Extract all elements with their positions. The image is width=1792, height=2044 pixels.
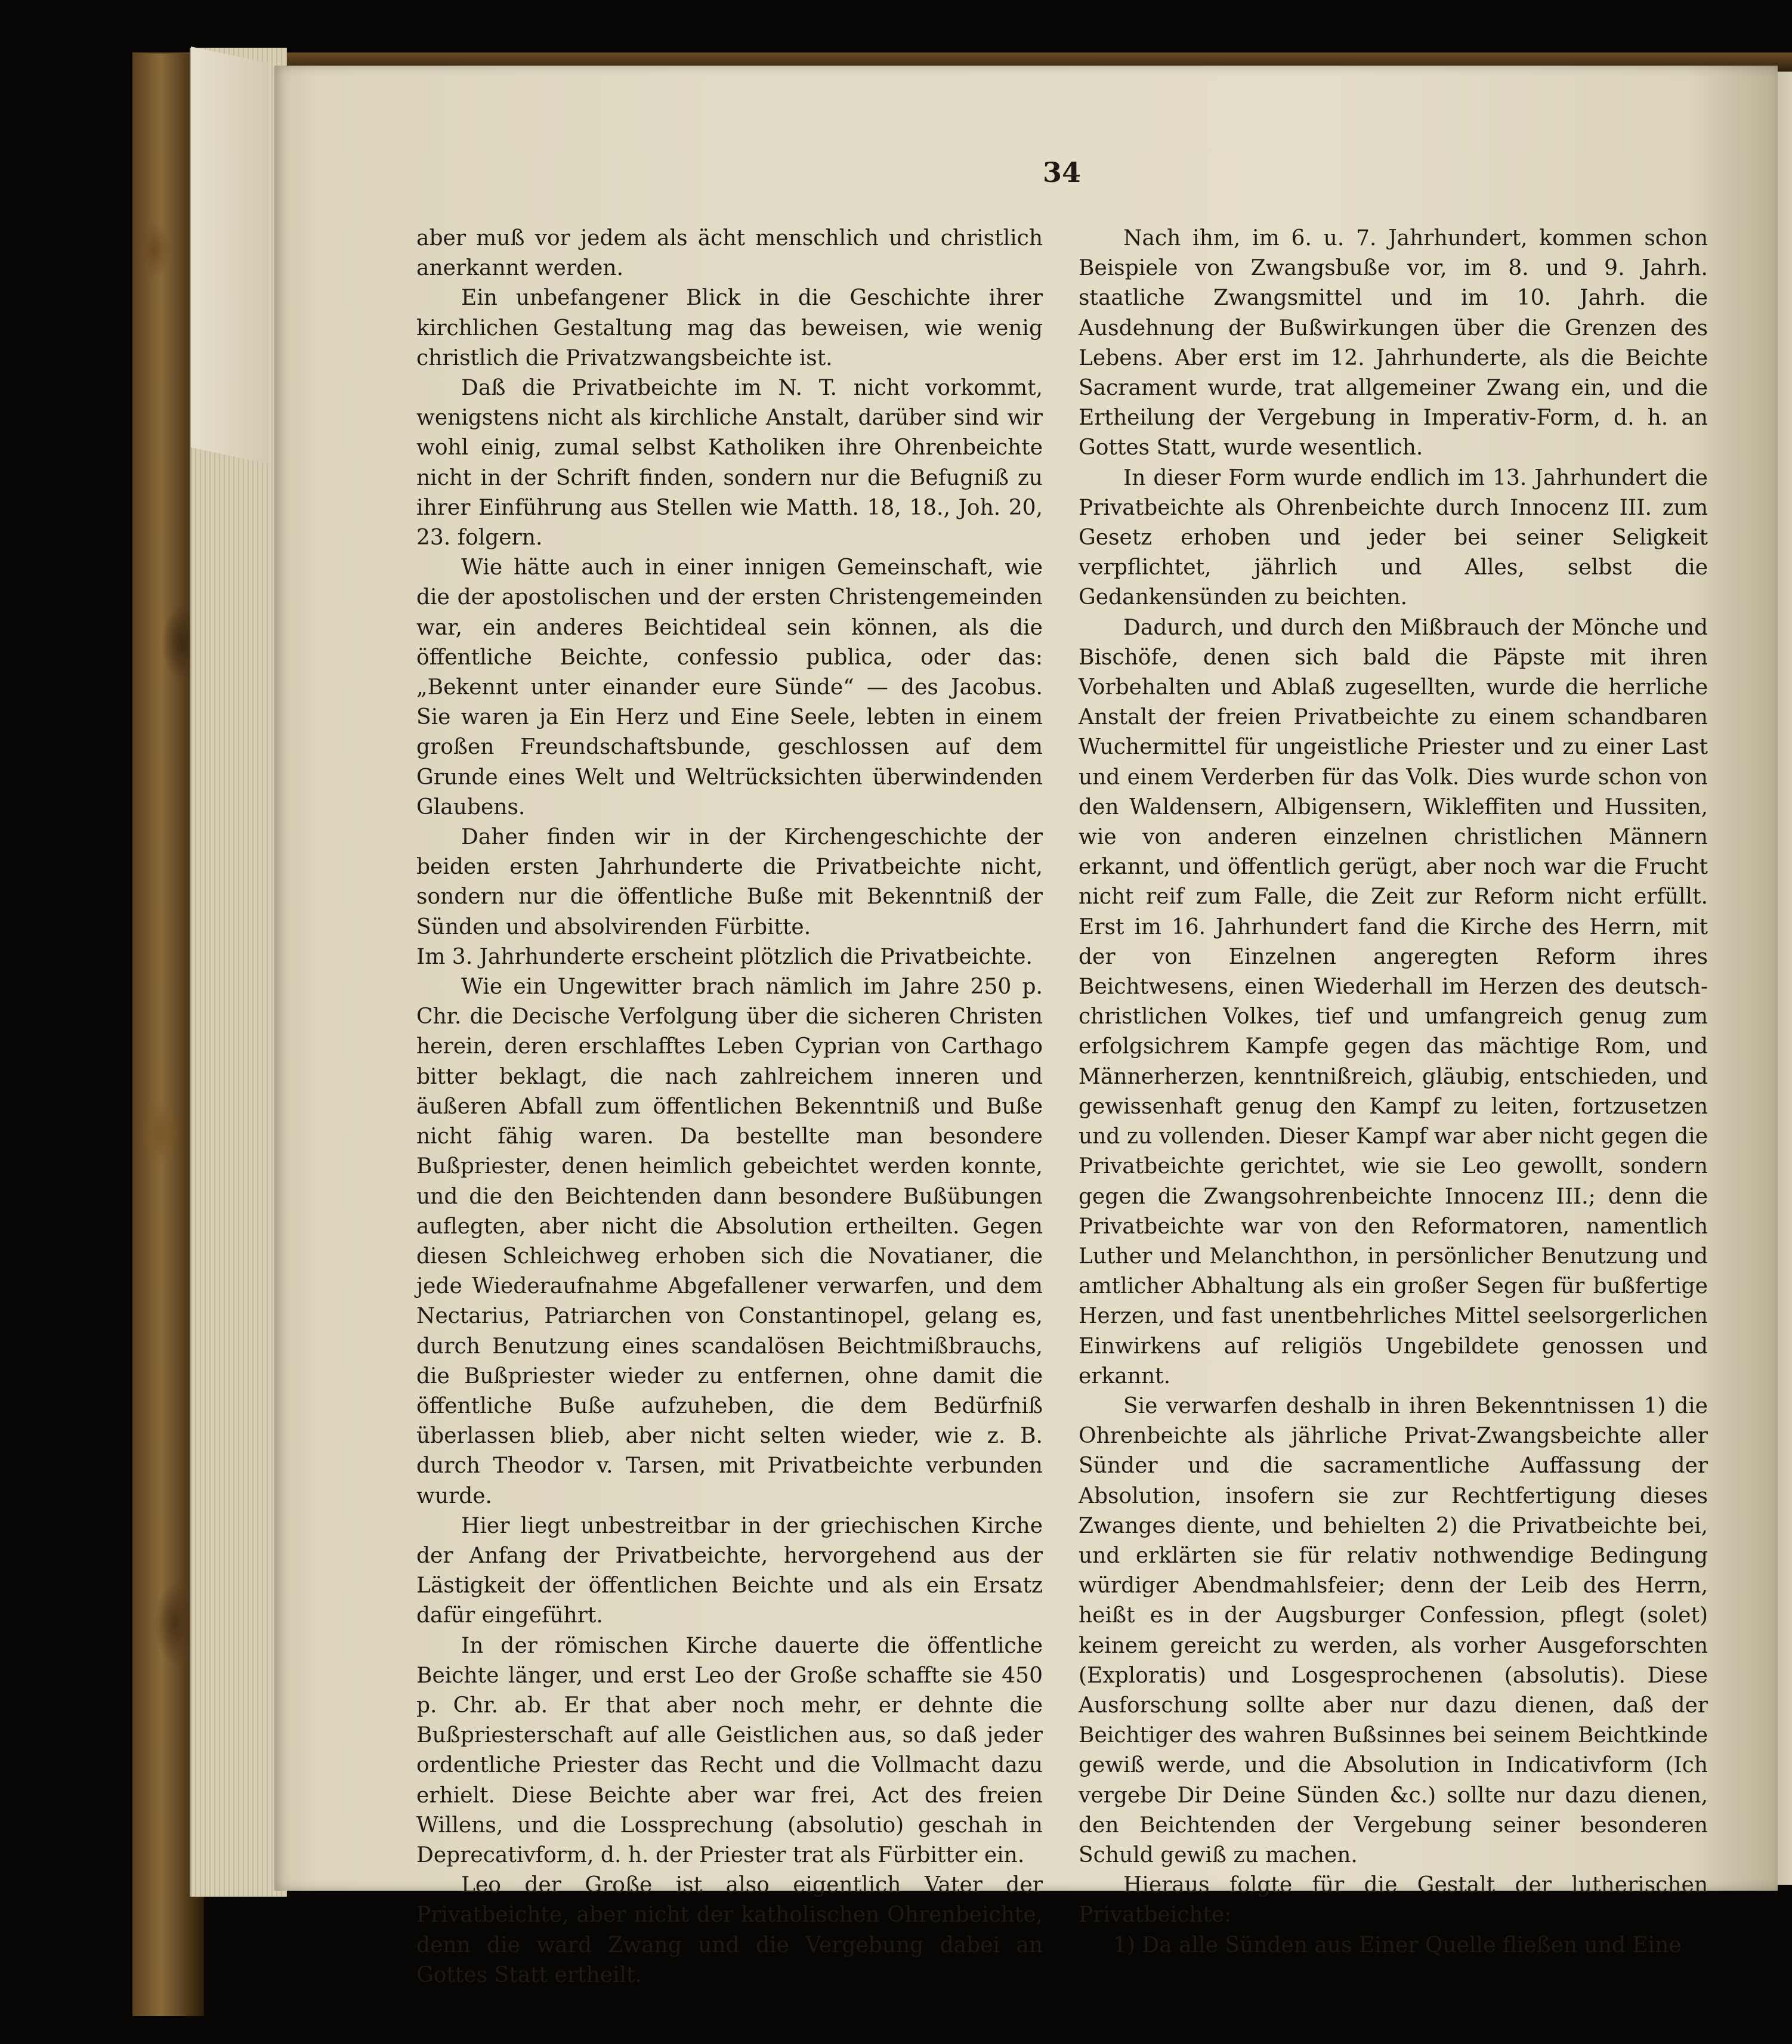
text-column-left <box>416 224 1043 1990</box>
paragraph: Wie hätte auch in einer innigen Gemeinschaft, wie die der apostolischen und der ersten Christengemeinden war, ein anderes Beichtideal sein können, als die öffentliche Beichte, confessio publica, oder das: „Bekennt unter einander eure Sünde“ — des Jacobus. Sie waren ja Ein Herz und Eine Seele, lebten in einem großen Freundschaftsbunde, geschlossen auf dem Grunde eines Welt und Weltrücksichten überwindenden Glaubens. <box>416 555 1043 820</box>
paragraph: Wie ein Ungewitter brach nämlich im Jahre 250 p. Chr. die Decische Verfolgung über die sicheren Christen herein, deren erschlafftes Leben Cyprian von Carthago bitter beklagt, die nach zahlreichem inneren und äußeren Abfall zum öffentlichen Bekenntniß und Buße nicht fähig waren. Da bestellte man besondere Bußpriester, denen heimlich gebeichtet werden konnte, und die den Beichtenden dann besondere Bußübungen auflegten, aber nicht die Absolution ertheilten. Gegen diesen Schleichweg erhoben sich die Novatianer, die jede Wiederaufnahme Abgefallener verwarfen, und dem Nectarius, Patriarchen von Constantinopel, gelang es, durch Benutzung eines scandalösen Beichtmißbrauchs, die Bußpriester wieder zu entfernen, ohne damit die öffentliche Buße aufzuheben, die dem Bedürfniß überlassen blieb, aber nicht selten wieder, wie z. B. durch Theodor v. Tarsen, mit Privatbeichte verbunden wurde. <box>416 975 1043 1508</box>
text-column-right <box>1079 224 1708 1960</box>
paragraph: aber muß vor jedem als ächt menschlich und christlich anerkannt werden. <box>416 226 1043 281</box>
paragraph: Dadurch, und durch den Mißbrauch der Mönche und Bischöfe, denen sich bald die Päpste mit ihren Vorbehalten und Ablaß zugesellten, wurde die herrliche Anstalt der freien Privatbeichte zu einem schandbaren Wuchermittel für ungeistliche Priester und zu einer Last und einem Verderben für das Volk. Dies wurde schon von den Waldensern, Albigensern, Wikleffiten und Hussiten, wie von anderen einzelnen christlichen Männern erkannt, und öffentlich gerügt, aber noch war die Frucht nicht reif zum Falle, die Zeit zur Reform nicht erfüllt. Erst im 16. Jahrhundert fand die Kirche des Herrn, mit der von Einzelnen angeregten Reform ihres Beichtwesens, einen Wiederhall im Herzen des deutsch-christlichen Volkes, tief und umfangreich genug zum erfolgsichrem Kampfe gegen das mächtige Rom, und Männerherzen, kenntnißreich, gläubig, entschieden, und gewissenhaft genug den Kampf zu leiten, fortzusetzen und zu vollenden. Dieser Kampf war aber nicht gegen die Privatbeichte gerichtet, wie sie Leo gewollt, sondern gegen die Zwangsohrenbeichte Innocenz III.; denn die Privatbeichte war von den Reformatoren, namentlich Luther und Melanchthon, in persönlicher Benutzung und amtlicher Abhaltung als ein großer Segen für bußfertige Herzen, und fast unentbehrliches Mittel seelsorgerlichen Einwirkens auf religiös Ungebildete genossen und erkannt. <box>1079 615 1708 1389</box>
list-item: 1) Da alle Sünden aus Einer Quelle fließen und Eine <box>1113 1932 1682 1958</box>
paragraph: In dieser Form wurde endlich im 13. Jahrhundert die Privatbeichte als Ohrenbeichte durch Innocenz III. zum Gesetz erhoben und jeder bei seiner Seligkeit verpflichtet, jährlich und Alles, selbst die Gedankensünden zu beichten. <box>1079 465 1708 610</box>
paragraph: Sie verwarfen deshalb in ihren Bekenntnissen 1) die Ohrenbeichte als jährliche Privat-Zwangsbeichte aller Sünder und die sacramentliche Auffassung der Absolution, insofern sie zur Rechtfertigung dieses Zwanges diente, und behielten 2) die Privatbeichte bei, und erklärten sie für relativ nothwendige Bedingung würdiger Abendmahlsfeier; denn der Leib des Herrn, heißt es in der Augsburger Confession, pflegt (solet) keinem gereicht zu werden, als vorher Ausgeforschten (Exploratis) und Losgesprochenen (absolutis). Diese Ausforschung sollte aber nur dazu dienen, daß der Beichtiger des wahren Bußsinnes bei seinem Beichtkinde gewiß werde, und die Absolution in Indicativform (Ich vergebe Dir Deine Sünden &c.) sollte nur dazu dienen, den Beichtenden der Vergebung seiner besonderen Schuld gewiß zu machen. <box>1079 1393 1708 1867</box>
paragraph: Leo der Große ist also eigentlich Vater der Privatbeichte, aber nicht der katholischen Ohrenbeichte, denn die ward Zwang und die Vergebung dabei an Gottes Statt ertheilt. <box>416 1873 1043 1987</box>
paper-flap <box>191 47 268 464</box>
paragraph: Hier liegt unbestreitbar in der griechischen Kirche der Anfang der Privatbeichte, hervorgehend aus der Lästigkeit der öffentlichen Beichte und als ein Ersatz dafür eingeführt. <box>416 1513 1043 1628</box>
paragraph: Ein unbefangener Blick in die Geschichte ihrer kirchlichen Gestaltung mag das beweisen, wie wenig christlich die Privatzwangsbeichte ist. <box>416 286 1043 370</box>
paragraph: Im 3. Jahrhunderte erscheint plötzlich die Privatbeichte. <box>416 944 1033 969</box>
paragraph: Hieraus folgte für die Gestalt der lutherischen Privatbeichte: <box>1079 1873 1708 1928</box>
paragraph: Daher finden wir in der Kirchengeschichte der beiden ersten Jahrhunderte die Privatbeichte nicht, sondern nur die öffentliche Buße mit Bekenntniß der Sünden und absolvirenden Fürbitte. <box>416 825 1043 939</box>
paragraph: Nach ihm, im 6. u. 7. Jahrhundert, kommen schon Beispiele von Zwangsbuße vor, im 8. und 9. Jahrh. staatliche Zwangsmittel und im 10. Jahrh. die Ausdehnung der Bußwirkungen über die Grenzen des Lebens. Aber erst im 12. Jahrhunderte, als die Beichte Sacrament wurde, trat allgemeiner Zwang ein, und die Ertheilung der Vergebung in Imperativ-Form, d. h. an Gottes Statt, wurde wesentlich. <box>1079 226 1708 460</box>
paragraph: In der römischen Kirche dauerte die öffentliche Beichte länger, und erst Leo der Große schaffte sie 450 p. Chr. ab. Er that aber noch mehr, er dehnte die Bußpriesterschaft auf alle Geistlichen aus, so daß jeder ordentliche Priester das Recht und die Vollmacht dazu erhielt. Diese Beichte aber war frei, Act des freien Willens, und die Lossprechung (absolutio) geschah in Deprecativform, d. h. der Priester trat als Fürbitter ein. <box>416 1633 1043 1867</box>
paragraph: Daß die Privatbeichte im N. T. nicht vorkommt, wenigstens nicht als kirchliche Anstalt, darüber sind wir wohl einig, zumal selbst Katholiken ihre Ohrenbeichte nicht in der Schrift finden, sondern nur die Befugniß zu ihrer Einführung aus Stellen wie Matth. 18, 18., Joh. 20, 23. folgern. <box>416 376 1043 551</box>
page-number: 34 <box>1042 156 1081 188</box>
